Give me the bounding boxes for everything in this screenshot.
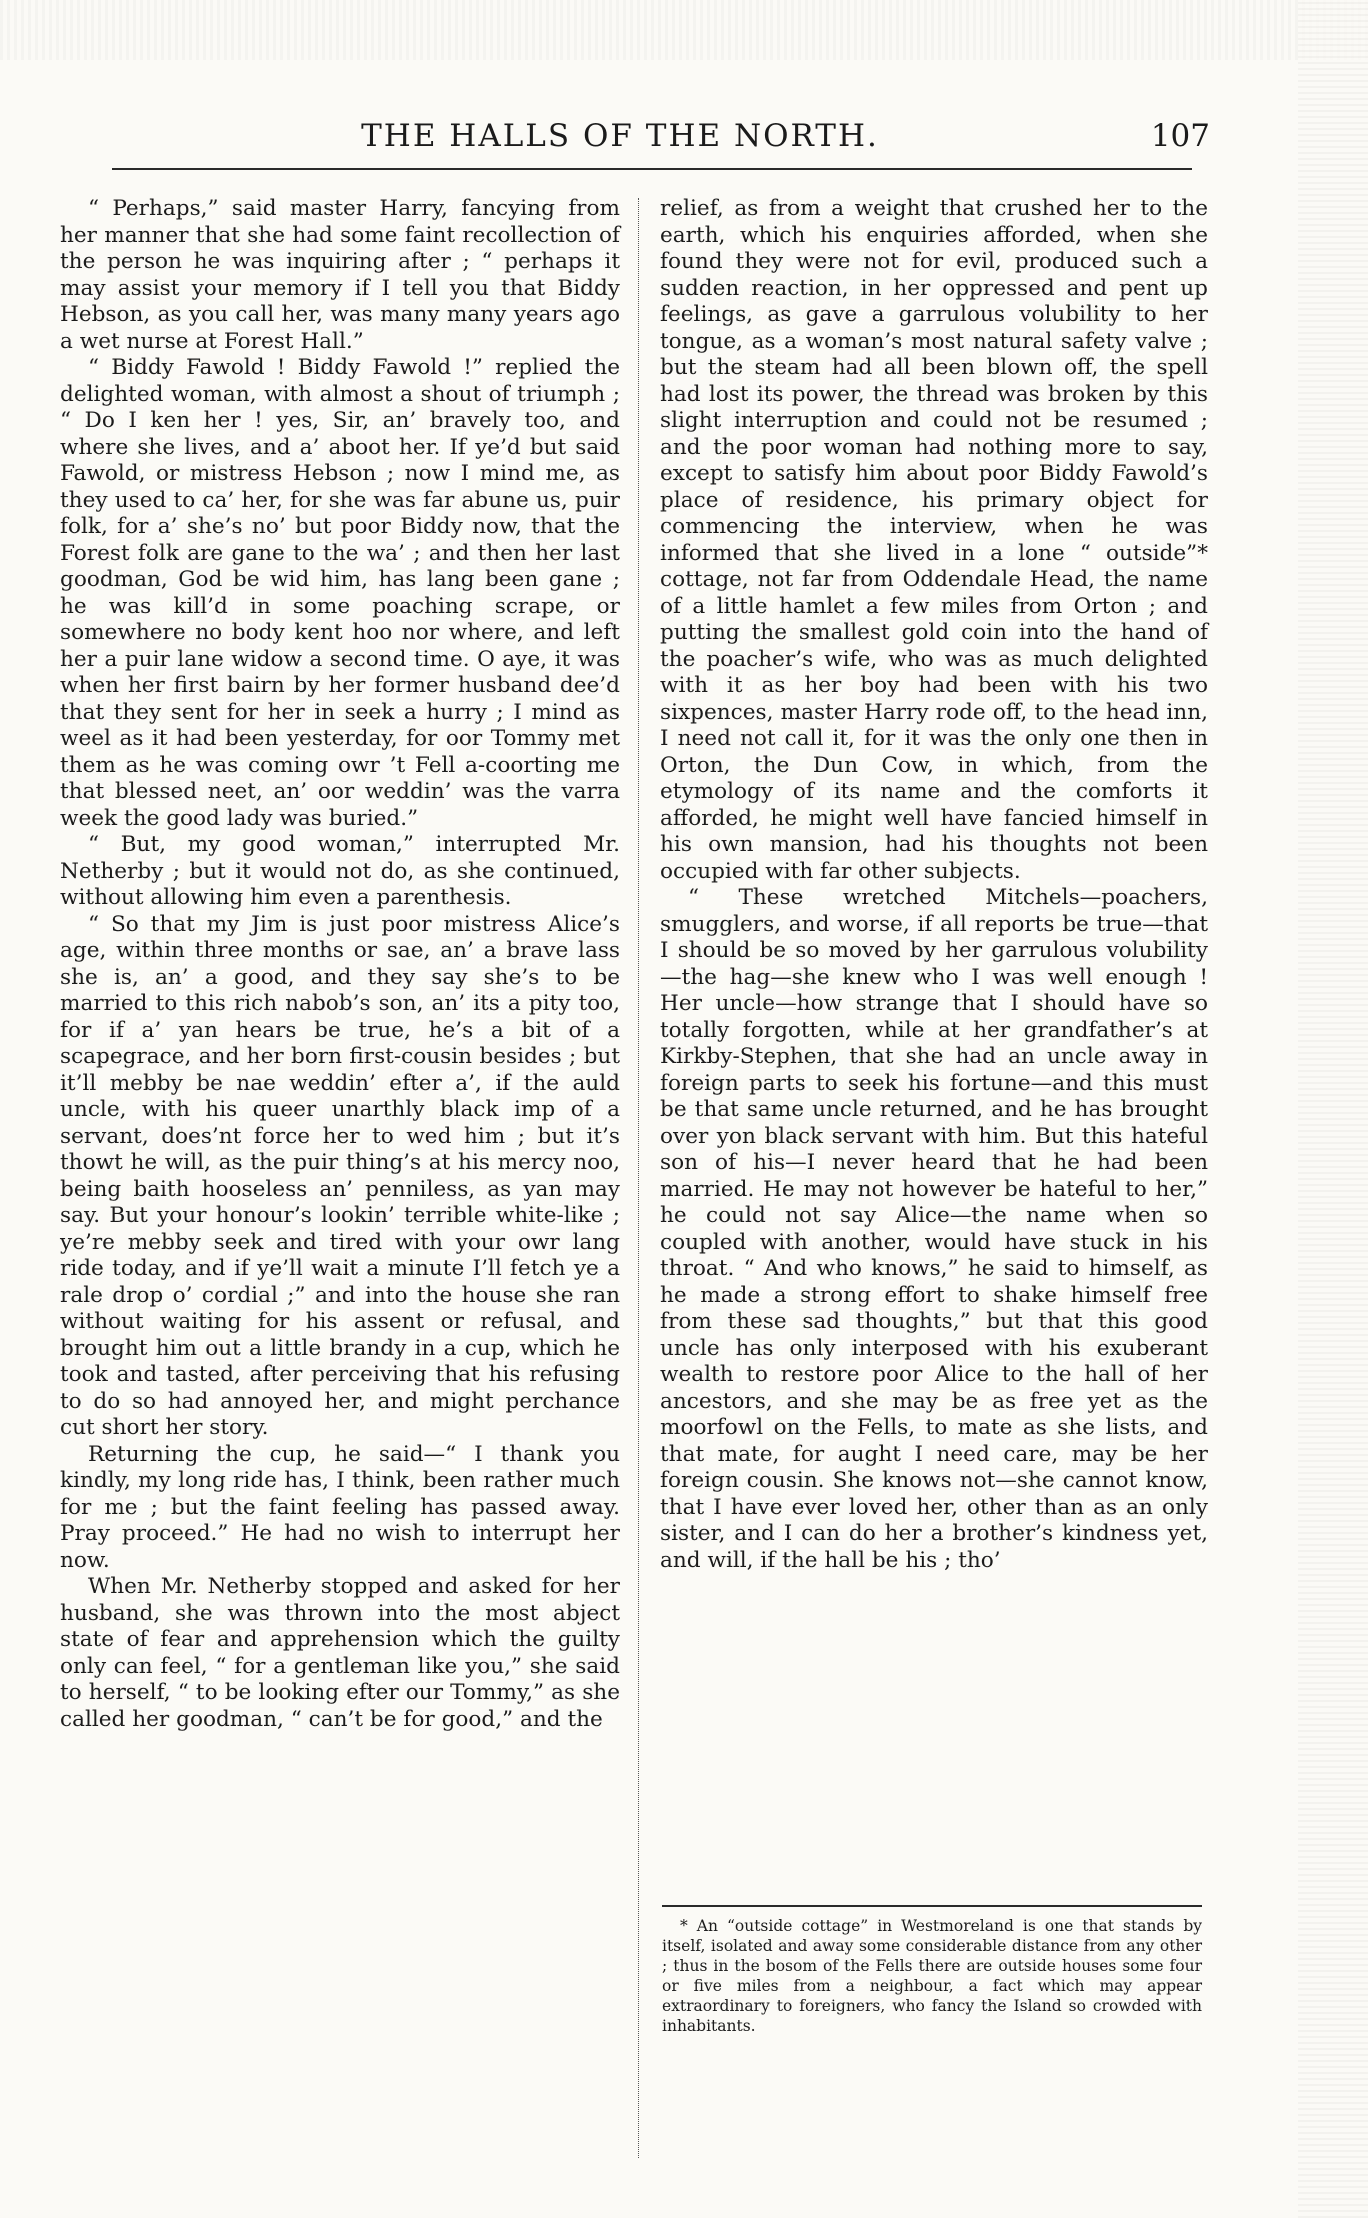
paragraph: “ But, my good woman,” interrupted Mr. Netherby ; but it would not do, as she continued, without allowing him even a parenthesis. <box>60 832 620 910</box>
column-divider <box>638 198 639 2158</box>
footnote-text: * An “outside cottage” in Westmoreland is one that stands by itself, isolated and away some considerable distance from any other ; thus in the bosom of the Fells there are outside houses some four or five miles from a neighbour, a fact which may appear extraordinary to foreigners, who fancy the Island so crowded with inhabitants. <box>662 1917 1202 2035</box>
paragraph: “ Biddy Fawold ! Biddy Fawold !” replied the delighted woman, with almost a shout of triumph ; “ Do I ken her ! yes, Sir, an’ bravely too, and where she lives, and a’ aboot her. If ye’d but said Fawold, or mistress Hebson ; now I mind me, as they used to ca’ her, for she was far abune us, puir folk, for a’ she’s no’ but poor Biddy now, that the Forest folk are gane to the wa’ ; and then her last goodman, God be wid him, has lang been gane ; he was kill’d in some poaching scrape, or somewhere no body kent hoo nor where, and left her a puir lane widow a second time. O aye, it was when her first bairn by her former husband dee’d that they sent for her in seek a hurry ; I mind as weel as it had been yesterday, for oor Tommy met them as he was coming owr ’t Fell a-coorting me that blessed neet, an’ oor weddin’ was the varra week the good lady was buried.” <box>60 355 620 831</box>
paragraph: “ So that my Jim is just poor mistress Alice’s age, within three months or sae, an’ a brave lass she is, an’ a good, and they say she’s to be married to this rich nabob’s son, an’ its a pity too, for if a’ yan hears be true, he’s a bit of a scapegrace, and her born first-cousin besides ; but it’ll mebby be nae weddin’ efter a’, if the auld uncle, with his queer unarthly black imp of a servant, does’nt force her to wed him ; but it’s thowt he will, as the puir thing’s at his mercy noo, being baith hooseless an’ penniless, as yan may say. But your honour’s lookin’ terrible white-like ; ye’re mebby seek and tired with your owr lang ride today, and if ye’ll wait a minute I’ll fetch ye a rale drop o’ cordial ;” and into the house she ran without waiting for his assent or refusal, and brought him out a little brandy in a cup, which he took and tasted, after perceiving that his refusing to do so had annoyed her, and might perchance cut short her story. <box>60 911 620 1440</box>
footnote <box>662 1916 1202 2036</box>
scan-noise-right <box>1298 0 1368 2218</box>
running-header <box>30 112 1210 162</box>
paragraph: “ Perhaps,” said master Harry, fancying from her manner that she had some faint recollection of the person he was inquiring after ; “ perhaps it may assist your memory if I tell you that Biddy Hebson, as you call her, was many many years ago a wet nurse at Forest Hall.” <box>60 196 620 354</box>
running-title: THE HALLS OF THE NORTH. <box>361 118 879 154</box>
paragraph: relief, as from a weight that crushed her to the earth, which his enquiries afforded, when she found they were not for evil, produced such a sudden reaction, in her oppressed and pent up feelings, as gave a garrulous volubility to her tongue, as a woman’s most natural safety valve ; but the steam had all been blown off, the spell had lost its power, the thread was broken by this slight interruption and could not be resumed ; and the poor woman had nothing more to say, except to satisfy him about poor Biddy Fawold’s place of residence, his primary object for commencing the interview, when he was informed that she lived in a lone “ outside”* cottage, not far from Oddendale Head, the name of a little hamlet a few miles from Orton ; and putting the smallest gold coin into the hand of the poacher’s wife, who was as much delighted with it as her boy had been with his two sixpences, master Harry rode off, to the head inn, I need not call it, for it was the only one then in Orton, the Dun Cow, in which, from the etymology of its name and the comforts it afforded, he might well have fancied himself in his own mansion, had his thoughts not been occupied with far other subjects. <box>660 196 1208 884</box>
scan-noise-top <box>0 0 1368 60</box>
left-column <box>60 196 620 2086</box>
page-number: 107 <box>1150 118 1210 154</box>
header-rule <box>112 168 1192 170</box>
paragraph: When Mr. Netherby stopped and asked for her husband, she was thrown into the most abject state of fear and apprehension which the guilty only can feel, “ for a gentleman like you,” she said to herself, “ to be looking efter our Tommy,” as she called her goodman, “ can’t be for good,” and the <box>60 1574 620 1732</box>
footnote-rule <box>662 1905 1202 1907</box>
paragraph: Returning the cup, he said—“ I thank you kindly, my long ride has, I think, been rather much for me ; but the faint feeling has passed away. Pray proceed.” He had no wish to interrupt her now. <box>60 1441 620 1573</box>
right-column <box>660 196 1208 2086</box>
paragraph: “ These wretched Mitchels—poachers, smugglers, and worse, if all reports be true—that I should be so moved by her garrulous volubility—the hag—she knew who I was well enough ! Her uncle—how strange that I should have so totally forgotten, while at her grandfather’s at Kirkby-Stephen, that she had an uncle away in foreign parts to seek his fortune—and this must be that same uncle returned, and he has brought over yon black servant with him. But this hateful son of his—I never heard that he had been married. He may not however be hateful to her,” he could not say Alice—the name when so coupled with another, would have stuck in his throat. “ And who knows,” he said to himself, as he made a strong effort to shake himself free from these sad thoughts,” but that this good uncle has only interposed with his exuberant wealth to restore poor Alice to the hall of her ancestors, and she may be as free yet as the moorfowl on the Fells, to mate as she lists, and that mate, for aught I need care, may be her foreign cousin. She knows not—she cannot know, that I have ever loved her, other than as an only sister, and I can do her a brother’s kindness yet, and will, if the hall be his ; tho’ <box>660 885 1208 1573</box>
